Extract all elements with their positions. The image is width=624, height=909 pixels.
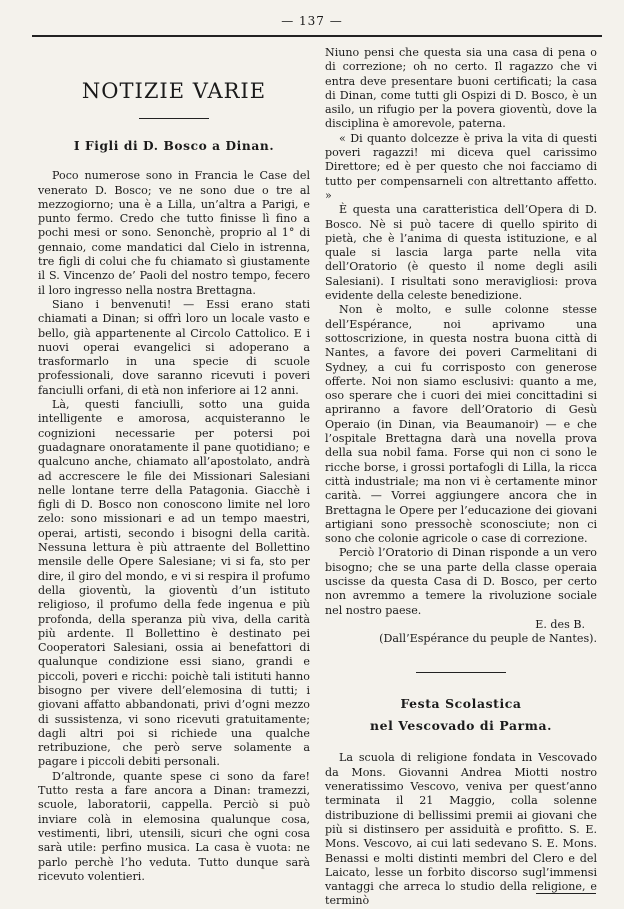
article-paragraph: Niuno pensi che questa sia una casa di pena o di correzione; oh no certo. Il ragazzo che vi entra deve presentare buoni certificati; la casa di Dinan, come tutti gli Ospizi di D. Bosco, è un asilo, un rifugio per la povera gioventù, dove la disciplina è amorevole, paterna. [325,46,597,131]
section-title: NOTIZIE VARIE [81,79,267,103]
article-title-parma [325,693,597,737]
left-column [38,46,310,884]
article-divider [416,672,506,673]
article-paragraph: D’altronde, quante spese ci sono da fare! Tutto resta a fare ancora a Dinan: tramezzi, scuole, laboratorii, cappella. Perciò si può inviare colà in elemosina qualunque cosa, vestimenti, libri, utensili, sicuri che ogni cosa sarà utile: perfino musica. La casa è vuota: ne parlo perchè l’ho veduta. Tutto dunque sarà ricevuto volentieri. [38,769,310,883]
article-source: (Dall’Espérance du peuple de Nantes). [379,632,597,646]
right-column [325,46,597,909]
article-title-line: nel Vescovado di Parma. [369,718,552,734]
bottom-rule [536,893,596,894]
section-divider [139,118,209,119]
article-paragraph: Perciò l’Oratorio di Dinan risponde a un vero bisogno; che se una parte della classe operaia uscisse da questa Casa di D. Bosco, per certo non avremmo a temere la rivoluzione sociale nel nostro paese. [325,546,597,617]
article-paragraph: Poco numerose sono in Francia le Case del venerato D. Bosco; ve ne sono due o tre al mezzogiorno; una è a Lilla, un’altra a Parigi, e punto fermo. Credo che tutto finisse lì fino a pochi mesi or sono. Senonchè, proprio al 1° di gennaio, come mandatici dal Cielo in istrenna, tre figli di colui che fu chiamato sì giustamente il S. Vincenzo de’ Paoli del nostro tempo, fecero il loro ingresso nella nostra Brettagna. [38,169,310,297]
article-paragraph: Là, questi fanciulli, sotto una guida intelligente e amorosa, acquisteranno le cognizioni necessarie per potersi poi guadagnare onoratamente il pane quotidiano; e qualcuno anche, chiamato all’apostolato, andrà ad accrescere le file dei Missionari Salesiani nelle lontane terre della Patagonia. Giacchè i figli di D. Bosco non conoscono limite nel loro zelo: sono missionari e ad un tempo maestri, operai, artisti, secondo i bisogni della carità. Nessuna lettura è più attraente del Bollettino mensile delle Opere Salesiane; vi si fa, sto per dire, il giro del mondo, e vi si respira il profumo della gioventù, la gioventù d’un istituto religioso, il profumo della fede ingenua e più profonda, della speranza più viva, della carità più ardente. Il Bollettino è destinato pei Cooperatori Salesiani, ossia ai benefattori di qualunque condizione essi siano, grandi e piccoli, poveri e ricchi: poichè tali istituti hanno bisogno per vivere dell’elemosina di tutti; i giovani affatto abbandonati, privi d’ogni mezzo di sussistenza, vi sono ricevuti gratuitamente; dagli altri poi si richiede una qualche retribuzione, che però serve solamente a pagare i piccoli debiti personali. [38,398,310,769]
article-paragraph: « Di quanto dolcezze è priva la vita di questi poveri ragazzi! mi diceva quel carissimo Direttore; ed è per questo che noi facciamo di tutto per compensarneli con altrettanto affetto. » [325,131,597,202]
article-paragraph: La scuola di religione fondata in Vescovado da Mons. Giovanni Andrea Miotti nostro veneratissimo Vescovo, veniva per quest’anno terminata il 21 Maggio, colla solenne distribuzione di bellissimi premii ai giovani che più si distinsero per assiduità e profitto. S. E. Mons. Vescovo, ai cui lati sedevano S. E. Mons. Benassi e molti distinti membri del Clero e del Laicato, lesse un forbito discorso sugl’immensi vantaggi che arreca lo studio della religione, e terminò [325,751,597,908]
page-number: — 137 — [281,14,343,28]
article-paragraph: È questa una caratteristica dell’Opera di D. Bosco. Nè si può tacere di quello spirito di pietà, che è l’anima di questa istituzione, e al quale si lascia larga parte nella vita dell’Oratorio (è questo il nome degli asili Salesiani). I risultati sono meravigliosi: prova evidente della celeste benedizione. [325,203,597,303]
article-paragraph: Siano i benvenuti! — Essi erano stati chiamati a Dinan; si offrì loro un locale vasto e bello, già appartenente al Circolo Cattolico. E i nuovi operai evangelici si adoperano a trasformarlo in una specie di scuole professionali, dove saranno ricevuti i poveri fanciulli orfani, di età non inferiore ai 12 anni. [38,297,310,397]
article-signature: E. des B. [535,617,585,631]
article-paragraph: Non è molto, e sulle colonne stesse dell’Espérance, noi aprivamo una sottoscrizione, in questa nostra buona città di Nantes, a favore dei poveri Carmelitani di Sydney, a cui fu corrisposto con generose offerte. Noi non siamo esclusivi: quanto a me, oso sperare che i cuori dei miei concittadini si apriranno a favore dell’Oratorio di Gesù Operaio (in Dinan, via Beaumanoir) — e che l’ospitale Brettagna darà una novella prova della sua nobil fama. Forse qui non ci sono le ricche borse, i grossi portafogli di Lilla, la ricca città industriale; ma non vi è certamente minor carità. — Vorrei aggiungere ancora che in Brettagna le Opere per l’educazione dei giovani artigiani sono pressochè sconosciute; non ci sono che colonie agricole o case di correzione. [325,303,597,546]
article-title-dinan: I Figli di D. Bosco a Dinan. [73,139,275,153]
top-rule [32,35,602,37]
article-title-line: Festa Scolastica [400,696,522,712]
